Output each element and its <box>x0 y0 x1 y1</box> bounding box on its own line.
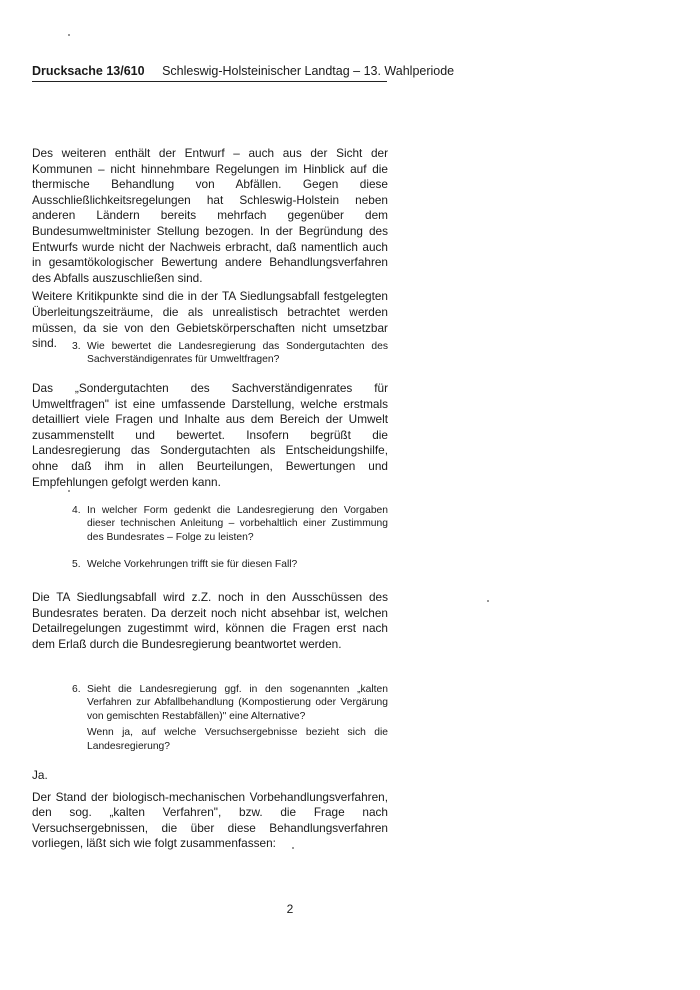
question-5 <box>72 558 388 571</box>
page-number: 2 <box>286 902 294 916</box>
scan-speck <box>68 34 70 36</box>
question-subtext: Wenn ja, auf welche Versuchsergebnisse bezieht sich die Landesregierung? <box>87 727 388 752</box>
scan-speck <box>292 847 294 849</box>
scan-speck <box>68 490 70 492</box>
header-rule <box>32 81 387 82</box>
question-number: 4. <box>72 505 81 516</box>
answer-6 <box>32 768 388 855</box>
question-text: Sieht die Landesregierung ggf. in den sogenannten „kalten Verfahren zur Abfallbehandlung (Kompostierung oder Vergärung von gemischten Restabfällen)" eine Alternative? <box>87 684 388 722</box>
question-text: Wie bewertet die Landesregierung das Sondergutachten des Sachverständigenrates für Umweltfragen? <box>87 341 388 366</box>
question-6 <box>72 683 388 753</box>
answer-3-text: Das „Sondergutachten des Sachverständigenrates für Umweltfragen" ist eine umfassende Darstellung, welche erstmals detailliert viele Fragen und Inhalte aus dem Bereich der Umwelt zusammenstellt und bewertet. Insofern begrüßt die Landesregierung das Sondergutachten als Entscheidungshilfe, ohne daß ihm in allen Beurteilungen, Bewertungen und Empfehlungen gefolgt werden kann. <box>32 381 388 489</box>
question-number: 3. <box>72 341 81 352</box>
question-4 <box>72 504 388 544</box>
question-text: Welche Vorkehrungen trifft sie für diesen Fall? <box>87 559 298 570</box>
header-line <box>32 64 455 78</box>
answer-6-short: Ja. <box>32 768 48 782</box>
scan-speck <box>487 600 489 602</box>
question-number: 5. <box>72 559 81 570</box>
paragraph-2: Weitere Kritikpunkte sind die in der TA Siedlungsabfall festgelegten Überleitungszeiträume, die als unrealistisch betrachtet werden müssen, da sie von den Gebietskörperschaften nicht umsetzbar sind. <box>32 289 388 351</box>
paragraph-1: Des weiteren enthält der Entwurf – auch aus der Sicht der Kommunen – nicht hinnehmbare Regelungen im Hinblick auf die thermische Behandlung von Abfällen. Gegen diese Ausschließlichkeitsregelungen hat Schleswig-Holstein neben anderen Ländern bereits mehrfach gegenüber dem Bundesumweltminister Stellung bezogen. In der Begründung des Entwurfs wurde nicht der Nachweis erbracht, daß namentlich auch in gesamtökologischer Bewertung andere Behandlungsverfahren des Abfalls auszuschließen sind. <box>32 146 388 285</box>
answer-6-text: Der Stand der biologisch-mechanischen Vorbehandlungsverfahren, den sog. „kalten Verfahren", bzw. die Frage nach Versuchsergebnissen, die über diese Behandlungsverfahren vorliegen, läßt sich wie folgt zusammenfassen: <box>32 789 388 851</box>
question-number: 6. <box>72 684 81 695</box>
parliament-title: Schleswig-Holsteinischer Landtag – 13. Wahlperiode <box>162 64 455 78</box>
answer-4-5-text: Die TA Siedlungsabfall wird z.Z. noch in den Ausschüssen des Bundesrates beraten. Da derzeit noch nicht absehbar ist, welchen Detailregelungen zugestimmt wird, können die Fragen erst nach dem Erlaß durch die Bundesregierung beantwortet werden. <box>32 590 388 651</box>
document-number: Drucksache 13/610 <box>32 64 145 78</box>
answer-4-5 <box>32 590 388 655</box>
question-text: In welcher Form gedenkt die Landesregierung den Vorgaben dieser technischen Anleitung – vorbehaltlich einer Zustimmung des Bundesrates – Folge zu leisten? <box>87 505 388 543</box>
answer-3 <box>32 381 388 493</box>
intro-text <box>32 146 388 355</box>
question-3 <box>72 340 388 367</box>
